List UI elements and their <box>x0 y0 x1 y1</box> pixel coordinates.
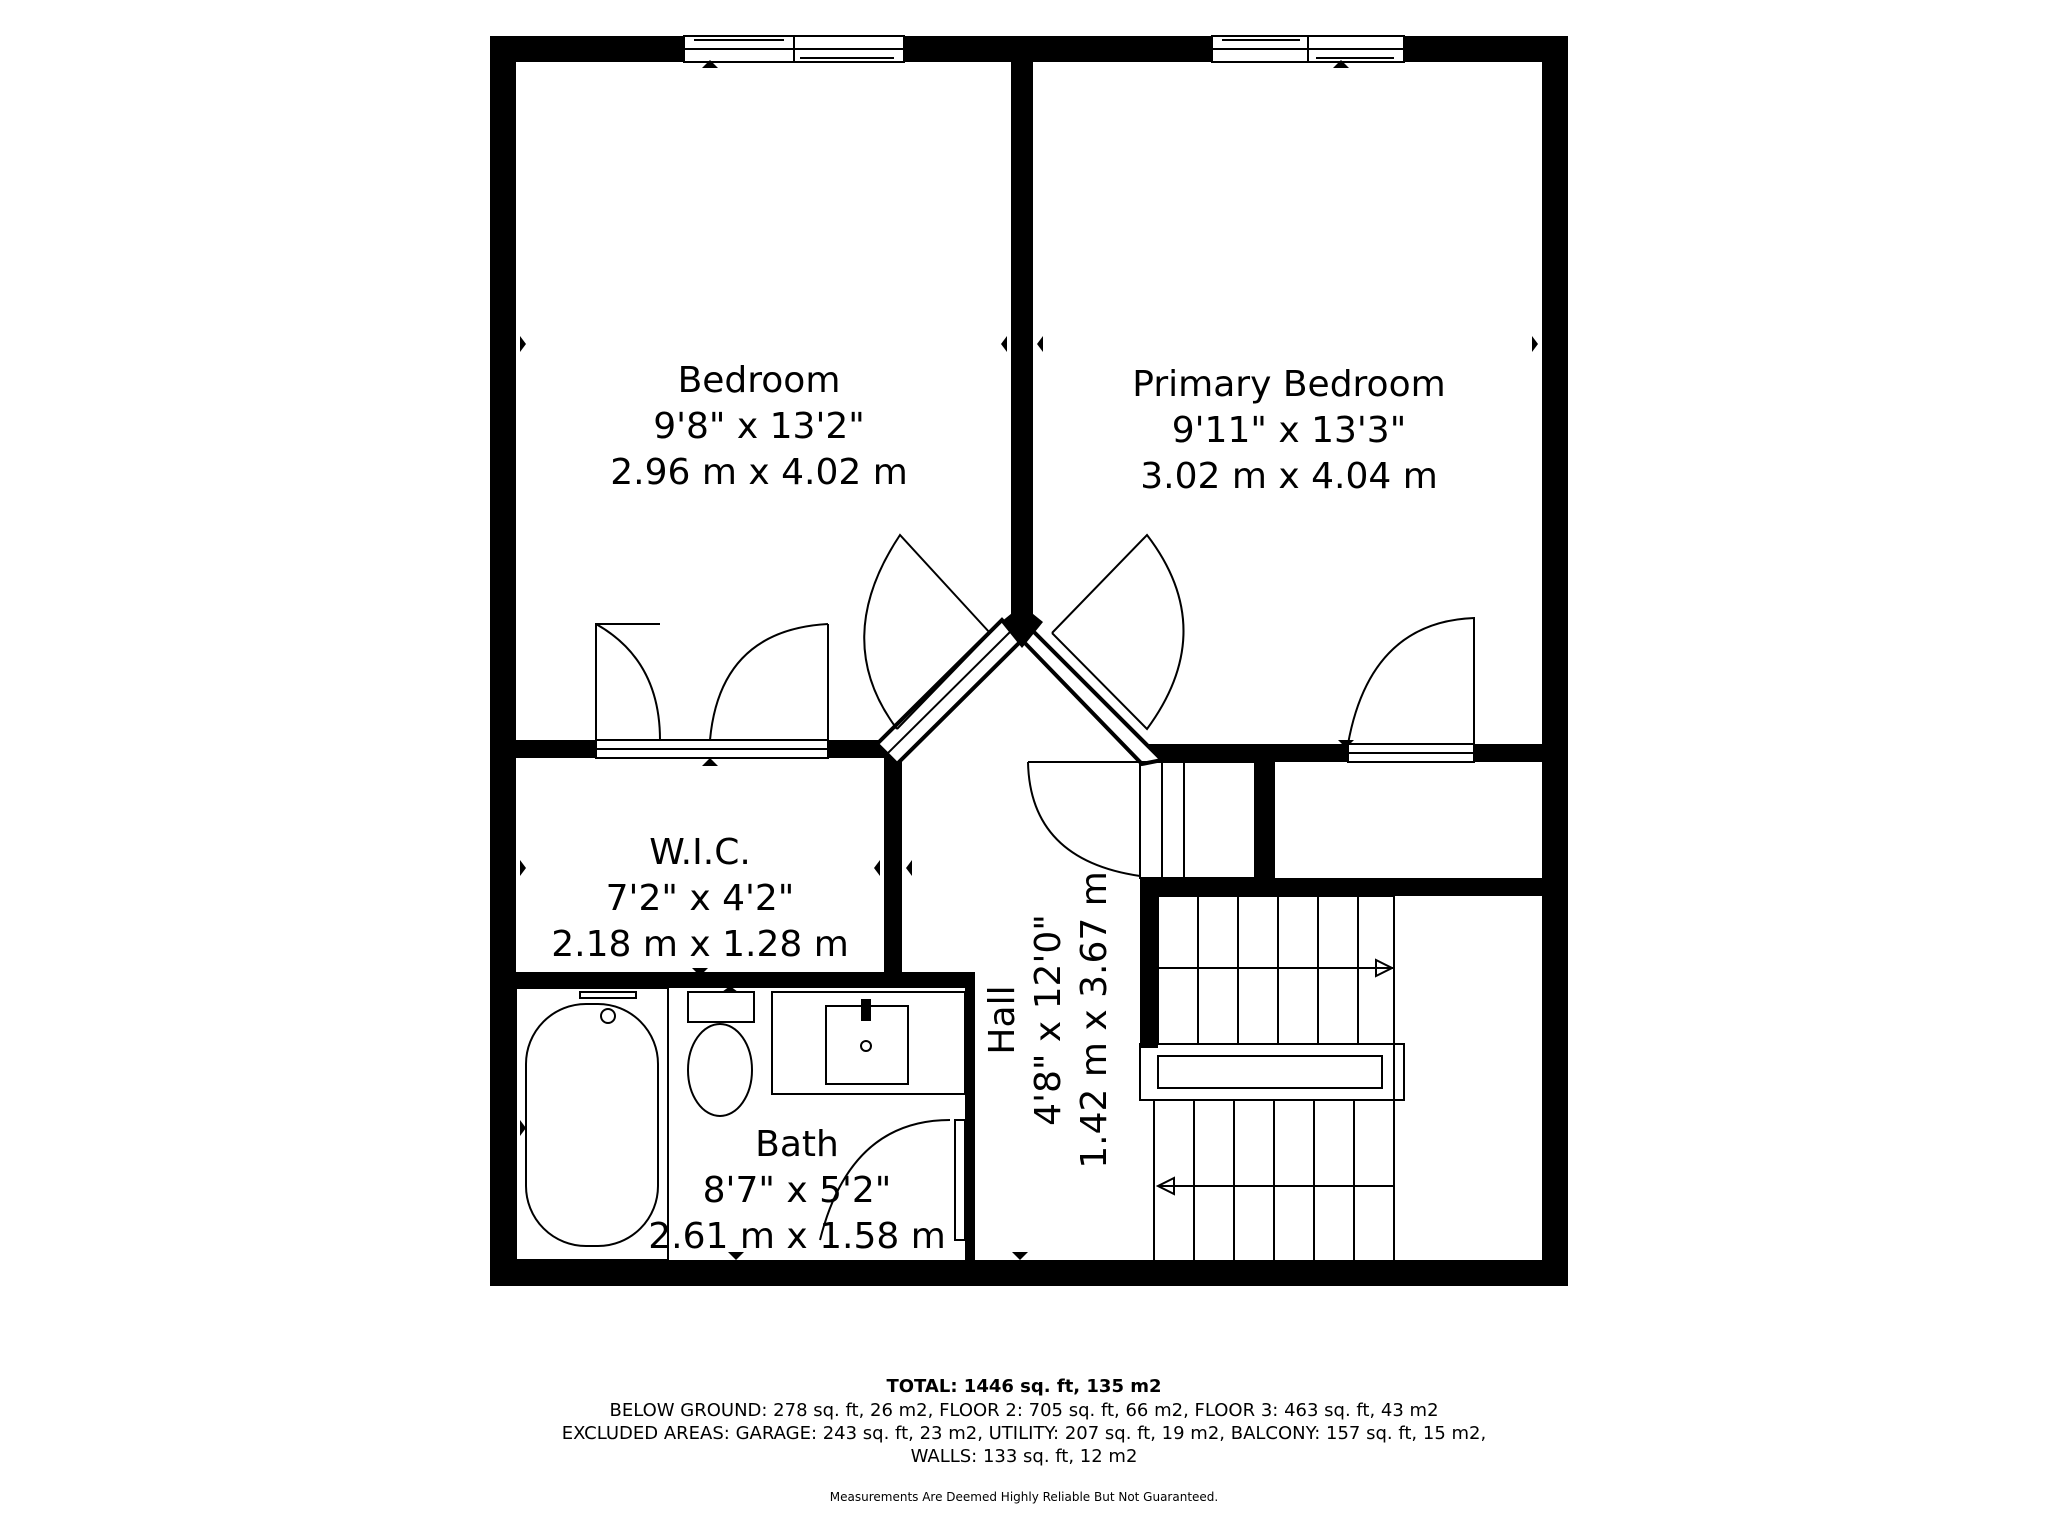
room-wic <box>551 832 849 965</box>
room-primary-bedroom <box>1132 364 1445 497</box>
toilet <box>688 992 754 1116</box>
room-bedroom <box>610 360 908 493</box>
window-bedroom <box>684 36 904 62</box>
room-name: Bath <box>755 1124 839 1165</box>
room-imperial: 4'8" x 12'0" <box>1028 914 1069 1126</box>
room-hall <box>982 871 1115 1169</box>
room-name: Bedroom <box>677 360 841 401</box>
linen-closet <box>1140 762 1255 878</box>
window-primary-bedroom <box>1212 36 1404 62</box>
room-imperial: 8'7" x 5'2" <box>702 1170 892 1211</box>
staircase <box>1140 896 1404 1260</box>
bathtub <box>516 988 668 1260</box>
area-breakdown <box>0 1399 2048 1468</box>
room-metric: 2.61 m x 1.58 m <box>648 1216 946 1257</box>
disclaimer: Measurements Are Deemed Highly Reliable But Not Guaranteed. <box>829 1490 1219 1504</box>
room-imperial: 9'11" x 13'3" <box>1171 410 1407 451</box>
room-imperial: 7'2" x 4'2" <box>605 878 795 919</box>
area-line-excluded: EXCLUDED AREAS: GARAGE: 243 sq. ft, 23 m2, UTILITY: 207 sq. ft, 19 m2, BALCONY: 157 sq. ft, 15 m2, <box>561 1423 1487 1444</box>
room-bath <box>648 1124 946 1257</box>
area-line-walls: WALLS: 133 sq. ft, 12 m2 <box>910 1446 1138 1467</box>
room-imperial: 9'8" x 13'2" <box>653 406 865 447</box>
room-name: Primary Bedroom <box>1132 364 1446 405</box>
area-line-floors: BELOW GROUND: 278 sq. ft, 26 m2, FLOOR 2: 705 sq. ft, 66 m2, FLOOR 3: 463 sq. ft, 43 m2 <box>609 1400 1439 1421</box>
room-metric: 1.42 m x 3.67 m <box>1074 871 1115 1169</box>
room-name: W.I.C. <box>649 832 751 873</box>
room-metric: 3.02 m x 4.04 m <box>1140 456 1438 497</box>
vanity-sink <box>772 992 965 1094</box>
area-total: TOTAL: 1446 sq. ft, 135 m2 <box>886 1376 1162 1397</box>
room-metric: 2.18 m x 1.28 m <box>551 924 849 965</box>
room-name: Hall <box>982 985 1023 1055</box>
angled-hall-walls <box>877 605 1162 764</box>
room-metric: 2.96 m x 4.02 m <box>610 452 908 493</box>
